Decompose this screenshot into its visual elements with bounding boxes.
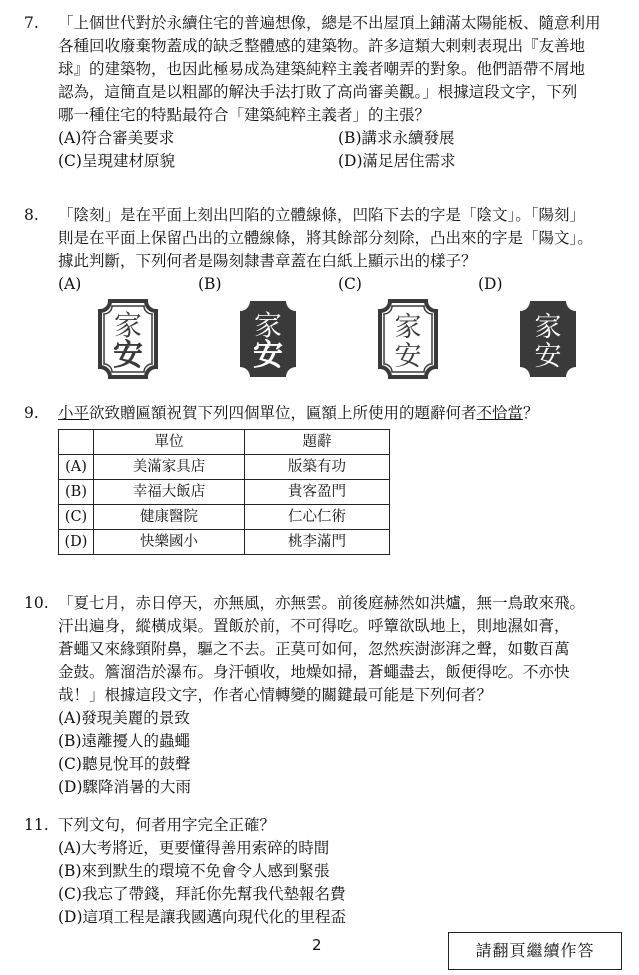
row-label: (C) xyxy=(59,505,94,530)
seal-char-bottom: 安 xyxy=(394,341,422,372)
option-b: (B)來到默生的環境不免會令人感到緊張 xyxy=(58,862,330,880)
question-number: 10. xyxy=(24,594,49,612)
stem-line: 各種回收廢棄物蓋成的缺乏整體感的建築物。許多這類大剌剌表現出『友善地 xyxy=(58,37,586,55)
person-name: 小平 xyxy=(58,404,90,422)
stem-line: 據此判斷，下列何者是陽刻隸書章蓋在白紙上顯示出的樣子？ xyxy=(58,252,477,270)
question-number: 8. xyxy=(24,206,39,224)
table-row xyxy=(59,505,390,530)
question-stem xyxy=(58,592,624,707)
table-row xyxy=(59,480,390,505)
seal-b-image xyxy=(236,297,300,381)
options xyxy=(58,837,624,929)
option-d: (D)滿足居住需求 xyxy=(338,152,456,170)
row-unit: 健康醫院 xyxy=(94,505,245,530)
option-d-label: (D) xyxy=(478,275,503,293)
seal-c xyxy=(376,297,440,381)
question-8 xyxy=(24,204,624,385)
options xyxy=(58,127,624,173)
table-header-row xyxy=(59,430,390,455)
row-label: (A) xyxy=(59,455,94,480)
seal-c-image xyxy=(376,297,440,381)
stem-line: 「陰刻」是在平面上刻出凹陷的立體線條，凹陷下去的字是「陰文」。「陽刻」 xyxy=(58,206,586,224)
question-stem xyxy=(58,204,624,273)
question-7 xyxy=(24,12,624,173)
seal-char-bottom: 安 xyxy=(253,338,283,373)
stem-line: 則是在平面上保留凸出的立體線條，將其餘部分刻除，凸出來的字是「陽文」。 xyxy=(58,229,593,247)
row-phrase: 貴客盈門 xyxy=(245,480,390,505)
plaque-table xyxy=(58,429,390,555)
stem-line: 「上個世代對於永續住宅的普遍想像，總是不出屋頂上鋪滿太陽能板、隨意利用 xyxy=(58,14,601,32)
table-header-phrase: 題辭 xyxy=(245,430,390,455)
option-c: (C)我忘了帶錢，拜託你先幫我代墊報名費 xyxy=(58,885,346,903)
option-c-label: (C) xyxy=(338,275,362,293)
page-number: 2 xyxy=(312,936,322,954)
option-d: (D)驟降消暑的大雨 xyxy=(58,778,192,796)
stem-line: 球』的建築物，也因此極易成為建築純粹主義者嘲弄的對象。他們語帶不屑地 xyxy=(58,60,586,78)
option-a-label: (A) xyxy=(58,275,82,293)
seal-b xyxy=(236,297,300,381)
row-phrase: 版築有功 xyxy=(245,455,390,480)
option-a: (A)大考將近，更要懂得善用索碎的時間 xyxy=(58,839,330,857)
table-row xyxy=(59,455,390,480)
question-stem xyxy=(58,12,624,127)
seal-char-top: 家 xyxy=(113,309,143,342)
seal-char-bottom: 安 xyxy=(534,341,562,372)
option-c: (C)呈現建材原貌 xyxy=(58,152,175,170)
question-9 xyxy=(24,402,624,555)
seal-d xyxy=(516,297,580,381)
row-unit: 快樂國小 xyxy=(94,530,245,555)
question-11 xyxy=(24,814,624,929)
options xyxy=(58,707,624,799)
row-label: (B) xyxy=(59,480,94,505)
question-stem: 下列文句，何者用字完全正確？ xyxy=(58,816,276,834)
seal-char-bottom: 安 xyxy=(113,338,143,373)
stem-line: 哪一種住宅的特點最符合「建築純粹主義者」的主張？ xyxy=(58,106,431,124)
stem-line: 蒼蠅又來緣頸附鼻，驅之不去。正莫可如何，忽然疾澍澎湃之聲，如數百萬 xyxy=(58,640,570,658)
row-phrase: 仁心仁術 xyxy=(245,505,390,530)
row-unit: 幸福大飯店 xyxy=(94,480,245,505)
option-c: (C)聽見悅耳的鼓聲 xyxy=(58,755,191,773)
stem-text: 欲致贈匾額祝賀下列四個單位，匾額上所使用的題辭何者 xyxy=(89,404,477,422)
table-header-unit: 單位 xyxy=(94,430,245,455)
seal-option-labels xyxy=(58,273,624,293)
stem-line: 「夏七月，赤日停天，亦無風，亦無雲。前後庭赫然如洪爐，無一鳥敢來飛。 xyxy=(58,594,586,612)
row-unit: 美滿家具店 xyxy=(94,455,245,480)
stem-line: 認為，這簡直是以粗鄙的解決手法打敗了高尚審美觀。」根據這段文字，下列 xyxy=(58,83,578,101)
seal-d-image xyxy=(516,297,580,381)
row-label: (D) xyxy=(59,530,94,555)
option-b: (B)遠離擾人的蟲蠅 xyxy=(58,732,190,750)
seal-char-top: 家 xyxy=(534,312,562,343)
question-number: 7. xyxy=(24,14,39,32)
question-number: 11. xyxy=(24,816,49,834)
stem-line: 汗出遍身，縱橫成渠。置飯於前，不可得吃。呼簟欲臥地上，則地濕如膏， xyxy=(58,617,570,635)
table-row xyxy=(59,530,390,555)
question-10 xyxy=(24,592,624,799)
option-b-label: (B) xyxy=(198,275,222,293)
seal-a-image xyxy=(96,297,160,381)
option-d: (D)這項工程是讓我國邁向現代化的里程盃 xyxy=(58,908,347,926)
option-a: (A)發現美麗的景致 xyxy=(58,709,190,727)
question-number: 9. xyxy=(24,404,39,422)
stem-line: 哉！」根據這段文字，作者心情轉變的關鍵最可能是下列何者？ xyxy=(58,686,493,704)
seal-images xyxy=(58,297,624,385)
emphasis-text: 不恰當 xyxy=(476,404,524,422)
seal-a xyxy=(96,297,160,381)
stem-end: ？ xyxy=(523,404,539,422)
option-b: (B)講求永續發展 xyxy=(338,129,455,147)
option-a: (A)符合審美要求 xyxy=(58,129,175,147)
seal-char-top: 家 xyxy=(394,312,422,343)
row-phrase: 桃李滿門 xyxy=(245,530,390,555)
seal-char-top: 家 xyxy=(253,309,283,342)
table-header-blank xyxy=(59,430,94,455)
question-stem xyxy=(58,402,624,425)
stem-line: 金鼓。簷溜浩於瀑布。身汗頓收，地燥如掃，蒼蠅盡去，飯便得吃。不亦快 xyxy=(58,663,570,681)
turn-page-notice: 請翻頁繼續作答 xyxy=(448,932,622,970)
